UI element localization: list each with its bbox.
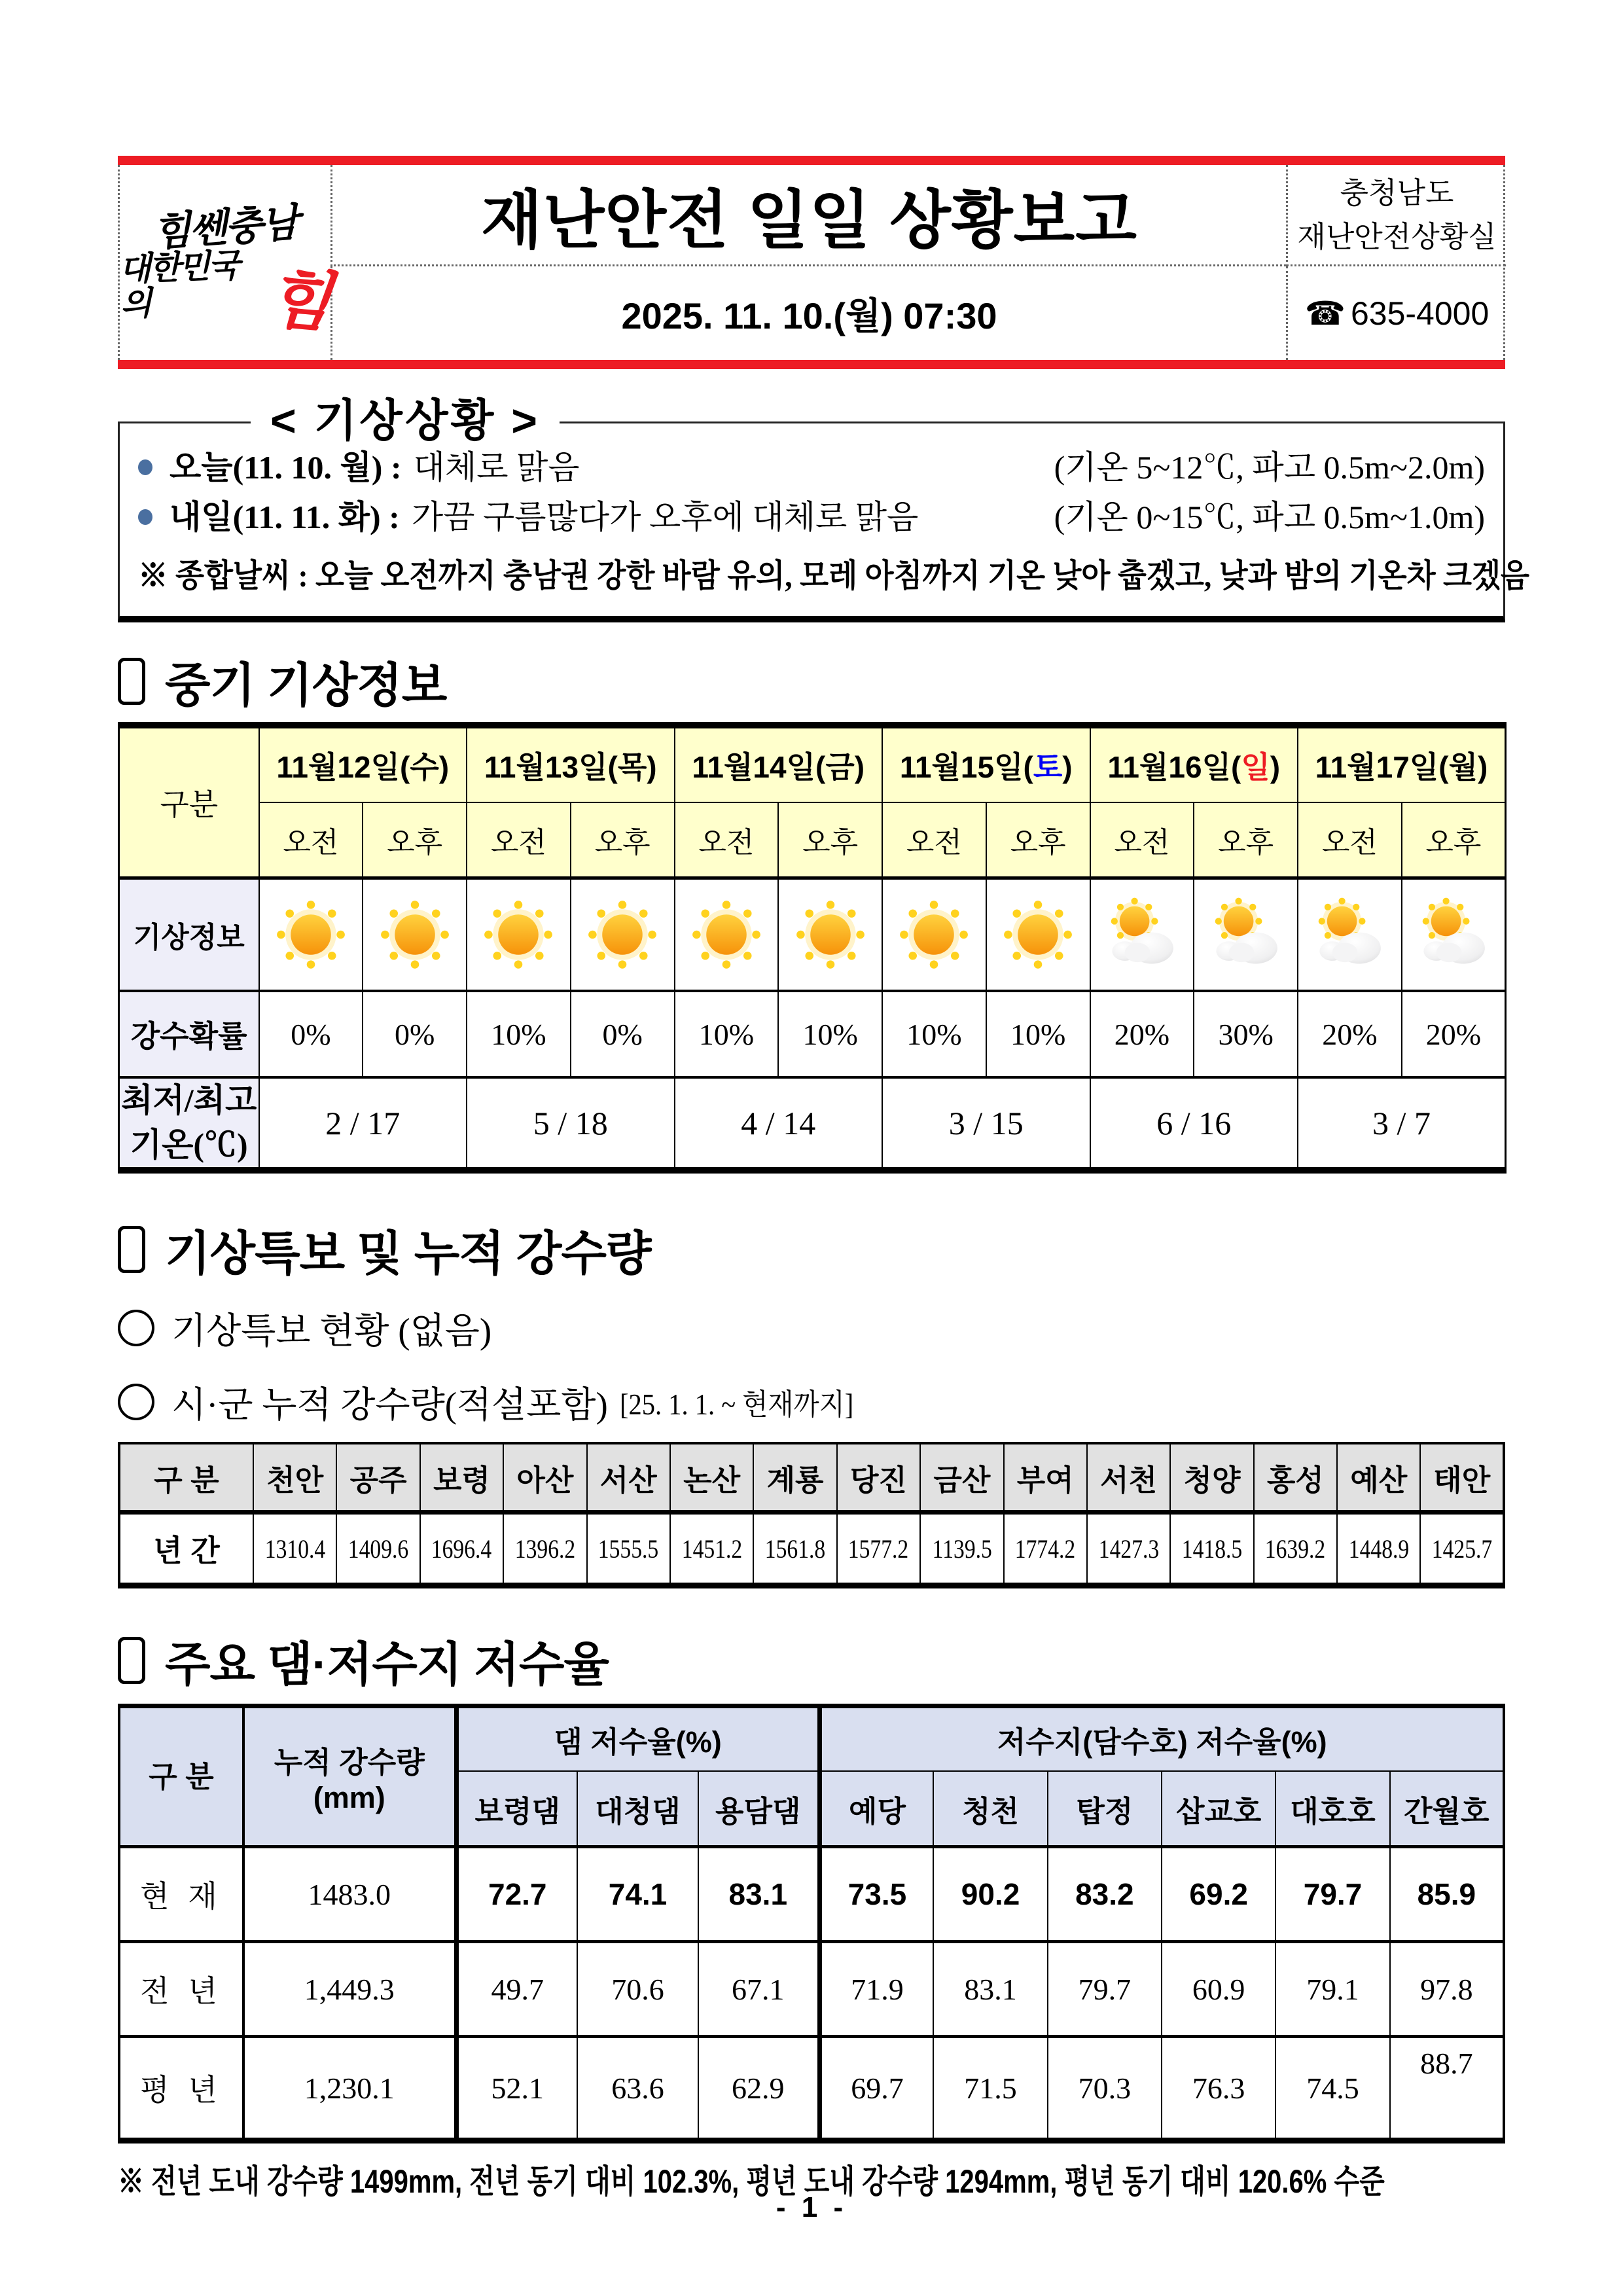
- rain-row-label: 강수확률: [119, 991, 259, 1077]
- phone-number: 635-4000: [1350, 295, 1489, 332]
- section-square-icon: [118, 658, 145, 705]
- am-header: 오전: [882, 802, 986, 878]
- logo-accent-char: 힘: [264, 258, 334, 342]
- city-value-cell: 1561.8: [753, 1513, 836, 1586]
- weather-situation-box: [118, 396, 1530, 622]
- city-values-row: [119, 1513, 1504, 1586]
- city-value-cell: 1427.3: [1087, 1513, 1170, 1586]
- city-value-cell: 1639.2: [1254, 1513, 1337, 1586]
- sunny-icon: [585, 897, 660, 972]
- tomorrow-desc: 가끔 구름많다가 오후에 대체로 맑음: [411, 499, 919, 535]
- rain-prob-cell: 20%: [1402, 991, 1506, 1077]
- dam-normal-row: [119, 2037, 1504, 2141]
- bullet-icon: [138, 459, 152, 475]
- page-number: - 1 -: [776, 2191, 847, 2223]
- reservoir-value-cell: 90.2: [933, 1847, 1047, 1942]
- weather-cell: [675, 878, 779, 992]
- midterm-section-heading: [118, 647, 1505, 715]
- logo-line2: [118, 245, 334, 342]
- city-header-cell: 논산: [670, 1443, 753, 1513]
- dam-value-cell: 63.6: [577, 2037, 698, 2141]
- today-detail: (기온 5~12℃, 파고 0.5m~2.0m): [1054, 449, 1485, 486]
- header-bottom-red-bar: [118, 360, 1505, 369]
- city-value-cell: 1310.4: [253, 1513, 336, 1586]
- day-header-fri: 11월14일(금): [675, 725, 883, 802]
- reservoir-name-header: 탑정: [1048, 1771, 1162, 1847]
- org-cell: [1286, 165, 1506, 266]
- midterm-heading-text: 중기 기상정보: [165, 660, 447, 712]
- partly-cloudy-icon: [1209, 897, 1283, 972]
- pm-header: 오후: [778, 802, 882, 878]
- city-rainfall-table: [118, 1442, 1505, 1588]
- rain-prob-cell: 10%: [882, 991, 986, 1077]
- am-header: 오전: [259, 802, 363, 878]
- rainfall-footnote: ※ 전년 도내 강수량 1499mm, 전년 동기 대비 102.3%, 평년 도내 강수량 1294mm, 평년 동기 대비 120.6% 수준: [118, 2163, 1385, 2200]
- partly-cloudy-icon: [1416, 897, 1491, 972]
- dam-row-label: 평 년: [119, 2037, 243, 2141]
- city-header-cell: 계룡: [753, 1443, 836, 1513]
- weather-cell: [1090, 878, 1194, 992]
- dam-name-header: 대청댐: [577, 1771, 698, 1847]
- cumulative-rain-period: [25. 1. 1. ~ 현재까지]: [619, 1388, 854, 1421]
- pm-header: 오후: [363, 802, 467, 878]
- dam-row-label: 전 년: [119, 1942, 243, 2037]
- city-value-cell: 1774.2: [1004, 1513, 1087, 1586]
- city-value-cell: 1448.9: [1337, 1513, 1420, 1586]
- tomorrow-detail: (기온 0~15℃, 파고 0.5m~1.0m): [1054, 499, 1485, 535]
- temperature-row: [119, 1077, 1506, 1170]
- title-cell: [330, 165, 1286, 266]
- city-header-cell: 서천: [1087, 1443, 1170, 1513]
- rain-prob-cell: 30%: [1194, 991, 1298, 1077]
- today-label: 오늘(11. 10. 월) :: [169, 449, 402, 486]
- weather-cell: [259, 878, 363, 992]
- rain-prob-cell: 10%: [778, 991, 882, 1077]
- cumulative-rain-value: 1483.0: [243, 1847, 456, 1942]
- section-square-icon: [118, 1226, 145, 1273]
- reservoir-value-cell: 97.8: [1390, 1942, 1504, 2037]
- dam-value-cell: 62.9: [698, 2037, 819, 2141]
- org-line1: 충청남도: [1340, 175, 1454, 209]
- phone-icon: ☎: [1304, 295, 1346, 332]
- sunny-icon: [274, 897, 348, 972]
- weather-cell: [1402, 878, 1506, 992]
- report-header: [118, 165, 1505, 360]
- temp-cell: 6 / 16: [1090, 1077, 1298, 1170]
- weather-box-title: < 기상상황 >: [251, 386, 560, 449]
- dam-value-cell: 83.1: [698, 1847, 819, 1942]
- reservoir-value-cell: 69.7: [819, 2037, 933, 2141]
- weather-summary: ※ 종합날씨 : 오늘 오전까지 충남권 강한 바람 유의, 모레 아침까지 기온 낮아 춥겠고, 낮과 밤의 기온차 크겠음: [138, 558, 1530, 594]
- city-header-cell: 서산: [587, 1443, 670, 1513]
- reservoir-value-cell: 70.3: [1048, 2037, 1162, 2141]
- city-header-cell: 공주: [336, 1443, 419, 1513]
- city-header-cell: 보령: [420, 1443, 503, 1513]
- city-header-cell: 태안: [1420, 1443, 1504, 1513]
- reservoir-name-header: 간월호: [1390, 1771, 1504, 1847]
- cumulative-rain-value: 1,449.3: [243, 1942, 456, 2037]
- am-pm-header-row: [119, 802, 1506, 878]
- weather-row-label: 기상정보: [119, 878, 259, 992]
- city-header-cell: 당진: [837, 1443, 920, 1513]
- pm-header: 오후: [986, 802, 1090, 878]
- reservoir-value-cell: 85.9: [1390, 1847, 1504, 1942]
- weather-cell: [882, 878, 986, 992]
- day-header-thu: 11월13일(목): [467, 725, 675, 802]
- city-header-cell: 부여: [1004, 1443, 1087, 1513]
- cumulative-rain-item: [118, 1376, 1505, 1427]
- weather-cell: [571, 878, 675, 992]
- dam-value-cell: 52.1: [456, 2037, 577, 2141]
- partly-cloudy-icon: [1105, 897, 1179, 972]
- reservoir-value-cell: 79.7: [1048, 1942, 1162, 2037]
- reservoir-value-cell: 79.1: [1275, 1942, 1389, 2037]
- special-heading-text: 기상특보 및 누적 강수량: [165, 1228, 651, 1280]
- city-value-cell: 1577.2: [837, 1513, 920, 1586]
- temp-cell: 5 / 18: [467, 1077, 675, 1170]
- city-value-cell: 1418.5: [1170, 1513, 1253, 1586]
- city-value-cell: 1555.5: [587, 1513, 670, 1586]
- dam-value-cell: 67.1: [698, 1942, 819, 2037]
- sunny-icon: [793, 897, 868, 972]
- dam-group-header: 댐 저수율(%): [456, 1706, 819, 1772]
- weather-cell: [778, 878, 882, 992]
- city-header-cell: 천안: [253, 1443, 336, 1513]
- rain-prob-cell: 0%: [363, 991, 467, 1077]
- cumulative-rain-header: 누적 강수량 (mm): [243, 1706, 456, 1847]
- reservoir-value-cell: 83.1: [933, 1942, 1047, 2037]
- sunny-icon: [689, 897, 764, 972]
- city-header-cell: 예산: [1337, 1443, 1420, 1513]
- city-value-cell: 1396.2: [503, 1513, 586, 1586]
- day-header-sat: 11월15일(토): [882, 725, 1090, 802]
- dam-name-header: 용담댐: [698, 1771, 819, 1847]
- am-header: 오전: [675, 802, 779, 878]
- cumulative-rain-value: 1,230.1: [243, 2037, 456, 2141]
- city-row-label: 년 간: [119, 1513, 253, 1586]
- phone-cell: [1286, 266, 1506, 360]
- report-date: [330, 266, 1286, 360]
- sunny-icon: [1001, 897, 1075, 972]
- city-header-cell: 아산: [503, 1443, 586, 1513]
- city-value-cell: 1139.5: [920, 1513, 1003, 1586]
- logo-line2-text: 대한민국의: [118, 245, 239, 323]
- temp-cell: 4 / 14: [675, 1077, 883, 1170]
- dam-reservoir-table: [118, 1704, 1505, 2144]
- pm-header: 오후: [1194, 802, 1298, 878]
- weather-cell: [1298, 878, 1402, 992]
- midterm-weather-table: [118, 722, 1507, 1174]
- pm-header: 오후: [571, 802, 675, 878]
- cumulative-rain-text: 시·군 누적 강수량(적설포함): [171, 1385, 608, 1425]
- table-row: [119, 725, 1506, 802]
- sunny-icon: [481, 897, 556, 972]
- rain-prob-cell: 10%: [675, 991, 779, 1077]
- temp-row-label: 최저/최고 기온(℃): [119, 1077, 259, 1170]
- dam-section-heading: [118, 1626, 1505, 1695]
- reservoir-name-header: 청천: [933, 1771, 1047, 1847]
- dam-current-row: [119, 1847, 1504, 1942]
- tomorrow-weather-line: [138, 501, 1485, 533]
- city-header-cell: 홍성: [1254, 1443, 1337, 1513]
- reservoir-value-cell: 79.7: [1275, 1847, 1389, 1942]
- bullet-icon: [138, 509, 152, 525]
- dam-lastyear-row: [119, 1942, 1504, 2037]
- weather-icon-row: [119, 878, 1506, 992]
- rain-prob-cell: 10%: [986, 991, 1090, 1077]
- dam-heading-text: 주요 댐·저수지 저수율: [165, 1639, 609, 1691]
- today-desc: 대체로 맑음: [413, 449, 580, 486]
- reservoir-name-header: 예당: [819, 1771, 933, 1847]
- reservoir-value-cell: 69.2: [1162, 1847, 1275, 1942]
- dam-group-header-row: [119, 1706, 1504, 1772]
- temp-cell: 3 / 7: [1298, 1077, 1506, 1170]
- sunny-icon: [897, 897, 971, 972]
- reservoir-value-cell: 71.9: [819, 1942, 933, 2037]
- weather-cell: [363, 878, 467, 992]
- reservoir-group-header: 저수지(담수호) 저수율(%): [819, 1706, 1504, 1772]
- reservoir-value-cell: 76.3: [1162, 2037, 1275, 2141]
- weather-cell: [1194, 878, 1298, 992]
- rain-prob-cell: 20%: [1298, 991, 1402, 1077]
- province-logo: [118, 165, 334, 360]
- reservoir-value-cell: 60.9: [1162, 1942, 1275, 2037]
- reservoir-value-cell: 88.7: [1390, 2037, 1504, 2141]
- today-weather-line: [138, 451, 1485, 484]
- dam-gubun-header: 구 분: [119, 1706, 243, 1847]
- city-header-row: [119, 1443, 1504, 1513]
- report-content: [118, 0, 1530, 2202]
- am-header: 오전: [1090, 802, 1194, 878]
- weather-cell: [986, 878, 1090, 992]
- dam-name-header: 보령댐: [456, 1771, 577, 1847]
- pm-header: 오후: [1402, 802, 1506, 878]
- reservoir-name-header: 삽교호: [1162, 1771, 1275, 1847]
- org-line2: 재난안전상황실: [1297, 220, 1497, 253]
- city-value-cell: 1451.2: [670, 1513, 753, 1586]
- dam-value-cell: 70.6: [577, 1942, 698, 2037]
- am-header: 오전: [467, 802, 571, 878]
- day-header-mon: 11월17일(월): [1298, 725, 1506, 802]
- special-status-text: 기상특보 현황 (없음): [171, 1311, 492, 1351]
- gubun-header-cell: 구분: [119, 725, 259, 878]
- city-header-cell: 금산: [920, 1443, 1003, 1513]
- special-section-heading: [118, 1215, 1505, 1283]
- temp-cell: 2 / 17: [259, 1077, 467, 1170]
- reservoir-value-cell: 83.2: [1048, 1847, 1162, 1942]
- city-header-cell: 청양: [1170, 1443, 1253, 1513]
- rain-prob-cell: 20%: [1090, 991, 1194, 1077]
- reservoir-value-cell: 74.5: [1275, 2037, 1389, 2141]
- reservoir-name-header: 대호호: [1275, 1771, 1389, 1847]
- reservoir-value-cell: 73.5: [819, 1847, 933, 1942]
- section-square-icon: [118, 1637, 145, 1684]
- day-header-wed: 11월12일(수): [259, 725, 467, 802]
- dam-value-cell: 49.7: [456, 1942, 577, 2037]
- temp-cell: 3 / 15: [882, 1077, 1090, 1170]
- top-red-bar: [118, 156, 1505, 165]
- sunny-icon: [378, 897, 452, 972]
- report-title: 재난안전 일일 상황보고: [481, 185, 1137, 256]
- logo-line1: 힘쎈충남: [151, 200, 299, 256]
- dam-value-cell: 72.7: [456, 1847, 577, 1942]
- dam-value-cell: 74.1: [577, 1847, 698, 1942]
- circle-bullet-icon: [118, 1384, 154, 1420]
- city-value-cell: 1696.4: [420, 1513, 503, 1586]
- city-value-cell: 1425.7: [1420, 1513, 1504, 1586]
- city-header-cell: 구 분: [119, 1443, 253, 1513]
- special-status-item: [118, 1302, 1505, 1354]
- city-value-cell: 1409.6: [336, 1513, 419, 1586]
- rain-prob-cell: 0%: [259, 991, 363, 1077]
- tomorrow-label: 내일(11. 11. 화) :: [169, 499, 400, 535]
- circle-bullet-icon: [118, 1310, 154, 1346]
- dam-row-label: 현 재: [119, 1847, 243, 1942]
- rain-prob-cell: 0%: [571, 991, 675, 1077]
- weather-cell: [467, 878, 571, 992]
- am-header: 오전: [1298, 802, 1402, 878]
- day-header-sun: 11월16일(일): [1090, 725, 1298, 802]
- report-date-text: 2025. 11. 10.(월) 07:30: [621, 295, 997, 336]
- partly-cloudy-icon: [1312, 897, 1387, 972]
- rain-probability-row: [119, 991, 1506, 1077]
- rain-prob-cell: 10%: [467, 991, 571, 1077]
- reservoir-value-cell: 71.5: [933, 2037, 1047, 2141]
